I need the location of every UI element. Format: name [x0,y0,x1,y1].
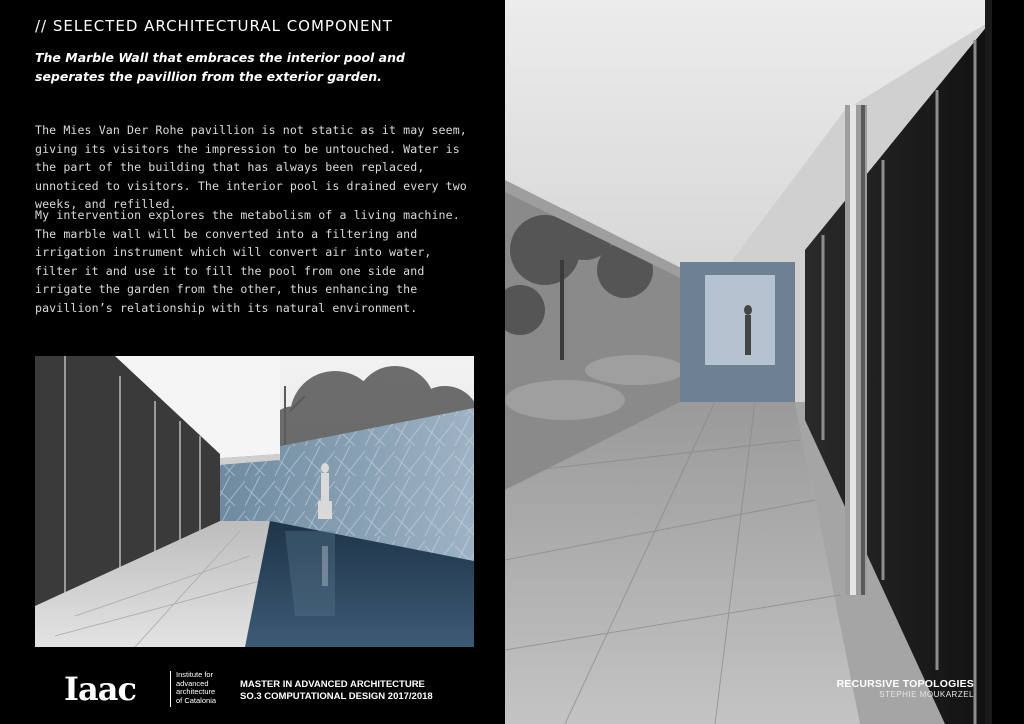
logo-divider [170,671,171,707]
description-paragraph-2: My intervention explores the metabolism of a living machine. The marble wall will be converted into a filtering and irrigation instrument which will convert air into water, filter it and use it to fill the pool from one side and irrigate the garden from the other, thus enhancing the pavillion’s relationship with its natural environment. [35,208,460,315]
pool-photo-illustration [35,356,474,647]
institute-name [176,671,236,705]
iaac-logo: Iaac [64,670,136,708]
institute-line: advanced [176,678,209,688]
colonnade-photo [505,0,992,724]
section-heading: // SELECTED ARCHITECTURAL COMPONENT [35,17,393,35]
program-line: SO.3 COMPUTATIONAL DESIGN 2017/2018 [240,691,433,702]
component-subtitle: The Marble Wall that embraces the interior pool and seperates the pavillion from the exterior garden. [35,50,405,84]
program-line: MASTER IN ADVANCED ARCHITECTURE [240,679,425,690]
project-title: RECURSIVE TOPOLOGIES [836,678,974,690]
description-paragraph-1: The Mies Van Der Rohe pavillion is not static as it may seem, giving its visitors the impression to be untouched. Water is the part of the building that has always been replaced, unnoticed to visitors. The interior pool is drained every two weeks, and refilled. [35,123,467,211]
program-info [240,679,433,703]
project-credits [837,678,974,700]
pool-photo [35,356,474,647]
institute-line: of Catalonia [176,695,217,705]
colonnade-photo-illustration [505,0,992,724]
author-name: STEPHIE MOUKARZEL [879,690,974,699]
institute-line: Institute for [176,670,214,679]
institute-line: architecture [176,687,216,696]
